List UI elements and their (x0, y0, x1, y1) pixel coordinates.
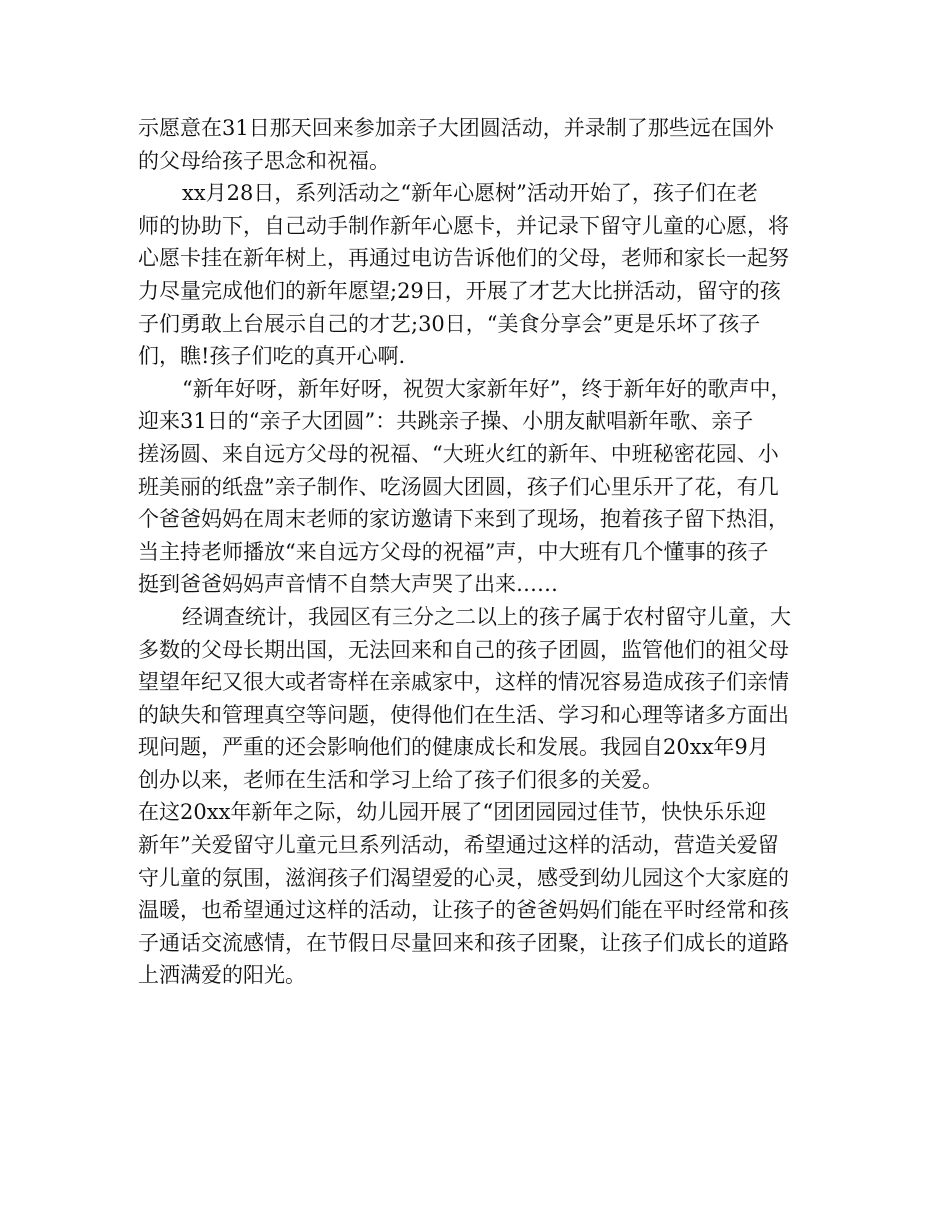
text-line: 新年”关爱留守儿童元旦系列活动，希望通过这样的活动，营造关爱留 (138, 833, 779, 858)
text-line: 师的协助下，自己动手制作新年心愿卡，并记录下留守儿童的心愿，将 (138, 213, 789, 238)
text-line: 现问题，严重的还会影响他们的健康成长和发展。我园自20xx年9月 (138, 735, 769, 760)
text-line: 守儿童的氛围，滋润孩子们渴望爱的心灵，感受到幼儿园这个大家庭的 (138, 865, 789, 890)
text-line: 子通话交流感情，在节假日尽量回来和孩子团聚，让孩子们成长的道路 (138, 930, 789, 955)
text-line: 的父母给孩子思念和祝福。 (138, 148, 390, 173)
text-line: 多数的父母长期出国，无法回来和自己的孩子团圆，监管他们的祖父母 (138, 637, 789, 662)
text-line: xx月28日，系列活动之“新年心愿树”活动开始了，孩子们在老 (182, 181, 758, 206)
text-line: 班美丽的纸盘”亲子制作、吃汤圆大团圆，孩子们心里乐开了花，有几 (138, 474, 779, 499)
text-line: “新年好呀，新年好呀，祝贺大家新年好”，终于新年好的歌声中， (182, 376, 792, 401)
text-line: 经调查统计，我园区有三分之二以上的孩子属于农村留守儿童，大 (182, 604, 791, 629)
text-line: 个爸爸妈妈在周末老师的家访邀请下来到了现场，抱着孩子留下热泪， (138, 507, 789, 532)
text-line: 创办以来，老师在生活和学习上给了孩子们很多的关爱。 (138, 767, 663, 792)
text-line: 温暖，也希望通过这样的活动，让孩子的爸爸妈妈们能在平时经常和孩 (138, 898, 789, 923)
text-line: 迎来31日的“亲子大团圆”：共跳亲子操、小朋友献唱新年歌、亲子 (138, 409, 754, 434)
text-line: 望望年纪又很大或者寄样在亲戚家中，这样的情况容易造成孩子们亲情 (138, 670, 789, 695)
text-line: 搓汤圆、来自远方父母的祝福、“大班火红的新年、中班秘密花园、小 (138, 441, 779, 466)
text-line: 力尽量完成他们的新年愿望;29日，开展了才艺大比拼活动，留守的孩 (138, 278, 781, 303)
text-line: 示愿意在31日那天回来参加亲子大团圆活动，并录制了那些远在国外 (138, 116, 774, 140)
body-text (138, 112, 828, 992)
text-line: 们，瞧!孩子们吃的真开心啊. (138, 344, 406, 369)
text-line: 在这20xx年新年之际，幼儿园开展了“团团园园过佳节，快快乐乐迎 (138, 800, 767, 825)
text-line: 子们勇敢上台展示自己的才艺;30日，“美食分享会”更是乐坏了孩子 (138, 311, 761, 336)
text-line: 的缺失和管理真空等问题，使得他们在生活、学习和心理等诸多方面出 (138, 702, 789, 727)
text-line: 心愿卡挂在新年树上，再通过电访告诉他们的父母，老师和家长一起努 (138, 246, 789, 271)
text-line: 上洒满爱的阳光。 (138, 963, 306, 988)
text-line: 当主持老师播放“来自远方父母的祝福”声，中大班有几个懂事的孩子 (138, 539, 769, 564)
text-line: 挺到爸爸妈妈声音情不自禁大声哭了出来…… (138, 572, 558, 597)
